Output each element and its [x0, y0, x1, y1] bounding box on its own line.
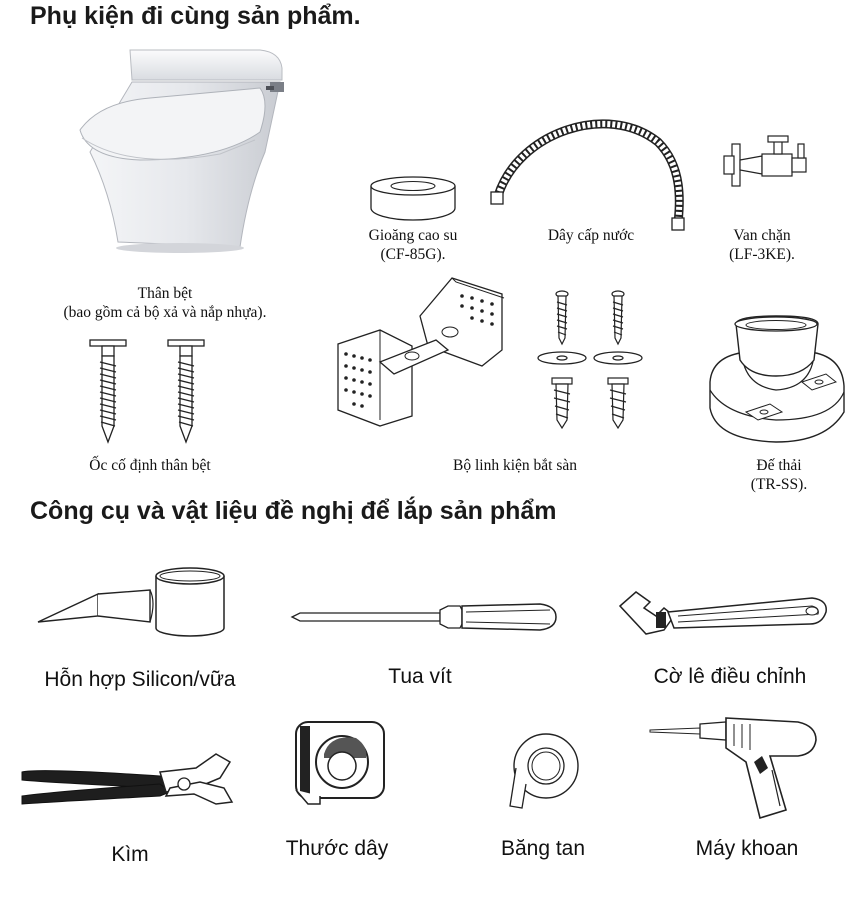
caption-silicone: Hỗn hợp Silicon/vữa	[44, 668, 236, 691]
fixing-screws-icon	[86, 338, 216, 450]
drain-flange-icon	[706, 316, 848, 446]
caption-water-hose: Dây cấp nước	[547, 227, 635, 244]
caption-pliers: Kìm	[111, 843, 149, 866]
caption-floor-kit: Bộ linh kiện bắt sàn	[453, 457, 577, 474]
caption-toilet-body: Thân bệt (bao gồm cả bộ xả và nắp nhựa).	[63, 285, 267, 321]
caption-drill: Máy khoan	[695, 837, 799, 860]
section-title-accessories: Phụ kiện đi cùng sản phẩm.	[30, 2, 361, 30]
caption-wrench: Cờ lê điều chỉnh	[653, 665, 807, 688]
caption-screwdriver: Tua vít	[388, 665, 452, 688]
toilet-body-icon	[70, 42, 300, 257]
caption-drain-flange: Đế thải (TR-SS).	[750, 457, 808, 493]
tape-measure-icon	[290, 718, 390, 806]
teflon-tape-icon	[502, 728, 582, 812]
screwdriver-icon	[290, 600, 560, 634]
water-supply-hose-icon	[488, 112, 693, 232]
stop-valve-icon	[718, 134, 818, 194]
pliers-icon	[20, 748, 240, 818]
silicone-sealant-icon	[38, 566, 238, 636]
caption-fixing-screws: Ốc cố định thân bệt	[89, 457, 211, 474]
caption-rubber-gasket: Gioăng cao su (CF-85G).	[368, 227, 458, 263]
caption-tape-measure: Thước dây	[285, 837, 389, 860]
rubber-gasket-icon	[368, 176, 458, 222]
adjustable-wrench-icon	[616, 586, 830, 638]
floor-bracket-kit-icon	[332, 270, 662, 430]
caption-stop-valve: Van chặn (LF-3KE).	[729, 227, 795, 263]
power-drill-icon	[650, 712, 820, 822]
section-title-tools: Công cụ và vật liệu đề nghị để lắp sản phẩm	[30, 497, 557, 525]
caption-teflon-tape: Băng tan	[500, 837, 586, 860]
